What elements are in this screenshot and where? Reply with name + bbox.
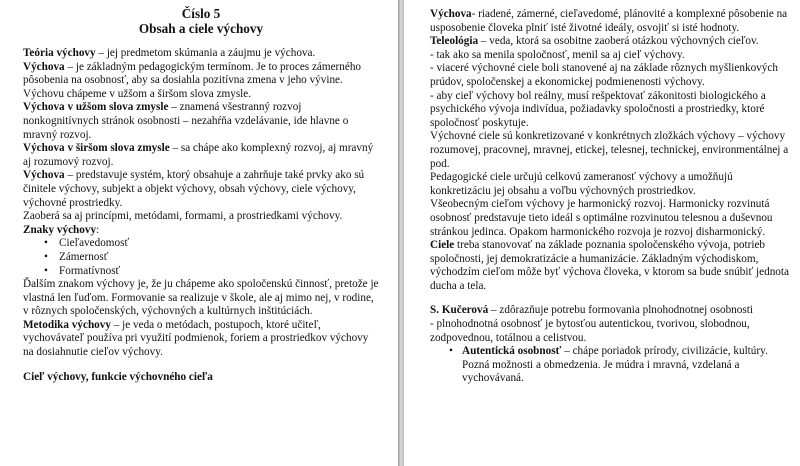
dash-item-2: - viaceré výchovné ciele boli stanovené aj na základe rôznych myšlienkových prúdov, spoločenskej a ekonomickej podmienenosti výchovy. bbox=[430, 62, 778, 88]
list-item: • Cieľavedomosť bbox=[23, 237, 379, 251]
term-kucerova: S. Kučerová bbox=[430, 304, 489, 317]
paragraph-vychova-definition bbox=[23, 61, 379, 102]
term-sirsi-zmysel: Výchova v širšom slova zmysle bbox=[23, 142, 170, 155]
paragraph-vseobecny-ciel: Všeobecným cieľom výchovy je harmonický rozvoj. Harmonicky rozvinutá osobnosť predstavuje tieto ideál s optimálne rozvinutou telesnou a duševnou stránkou jedinca. Opakom harmonického rozvoja je rozvoj disharmonický. bbox=[430, 198, 773, 238]
left-page bbox=[0, 0, 398, 466]
chapter-number: Číslo 5 bbox=[181, 6, 221, 21]
paragraph-vychova-system bbox=[23, 169, 379, 210]
text-vychova-definition: – je základným pedagogickým termínom. Je to proces zámerného pôsobenia na osobnosť, aby sa dosiahla pozitívna zmena v jeho vývine. Výchovu chápeme v užšom a širšom slova zmysle. bbox=[23, 60, 362, 100]
list-item bbox=[430, 345, 790, 386]
list-item: • Formatívnosť bbox=[23, 265, 379, 279]
text-sirsi-zmysel: – sa chápe ako komplexný rozvoj, aj mravný aj rozumový rozvoj. bbox=[23, 142, 374, 168]
paragraph-sirsi-zmysel bbox=[23, 142, 379, 169]
term-teleologia: Teleológia bbox=[430, 35, 479, 48]
term-metodika: Metodika výchovy bbox=[23, 318, 111, 331]
osobnost-list bbox=[430, 345, 790, 386]
paragraph-teleologia bbox=[430, 35, 790, 49]
text-teoria: – jej predmetom skúmania a záujmu je výchova. bbox=[95, 47, 316, 59]
term-autenticka: Autentická osobnosť bbox=[462, 345, 562, 358]
left-page-content bbox=[23, 6, 379, 384]
list-item: • Zámernosť bbox=[23, 251, 379, 265]
section-heading-ciel: Cieľ výchovy, funkcie výchovného cieľa bbox=[23, 370, 213, 383]
spacer bbox=[430, 293, 790, 304]
znaky-colon: : bbox=[96, 223, 100, 236]
chapter-title: Obsah a ciele výchovy bbox=[138, 21, 264, 36]
dash-item-3: - aby cieľ výchovy bol reálny, musí rešpektovať zákonitosti biologického a psychického vývoja indivídua, požiadavky spoločnosti a prostriedky, ktoré spoločnosť poskytuje. bbox=[430, 89, 766, 129]
paragraph-kucerova bbox=[430, 304, 790, 318]
dash-item-1: - tak ako sa menila spoločnosť, menil sa aj cieľ výchovy. bbox=[430, 48, 685, 61]
paragraph-znaky bbox=[23, 224, 379, 238]
text-vychova-ciel: - riadené, zámerné, cieľavedomé, plánovité a komplexné pôsobenie na usposobenie človeka plniť isté životné ideály, osvojiť si isté hodnoty. bbox=[430, 8, 788, 34]
text-kucerova: – zdôrazňuje potrebu formovania plnohodnotnej osobnosti bbox=[488, 304, 753, 317]
term-vychova: Výchova bbox=[23, 60, 65, 73]
paragraph-uzsi-zmysel bbox=[23, 101, 379, 142]
term-teoria: Teória výchovy bbox=[23, 47, 96, 59]
text-uzsi-zmysel: – znamená všestranný rozvoj nonkognitívnych stránok osobnosti – nezahŕňa vzdelávanie, ide hlavne o mravný rozvoj. bbox=[23, 101, 349, 141]
text-vychova-system: – predstavuje systém, ktorý obsahuje a zahrňuje také prvky ako sú činitele výchovy, subjekt a objekt výchovy, obsah výchovy, ciele výchovy, výchovné prostriedky. bbox=[23, 169, 365, 209]
paragraph-ciele bbox=[430, 239, 790, 293]
text-metodika: – je veda o metódach, postupoch, ktoré učiteľ, vychovávateľ používa pri využití podmienok, foriem a prostriedkov výchovy na dosiahnutie cieľov výchovy. bbox=[23, 318, 369, 359]
term-ciele: Ciele bbox=[430, 239, 455, 252]
paragraph-vychova-ciel bbox=[430, 8, 790, 35]
text-teleologia: – veda, ktorá sa osobitne zaoberá otázkou výchovných cieľov. bbox=[478, 35, 759, 48]
paragraph-dalsi-znak: Ďalším znakom výchovy je, že ju chápeme ako spoločenskú činnosť, pretože je vlastná len ľuďom. Formovanie sa realizuje v škole, ale aj mimo nej, v rodine, v rôznych spoločenských, výchovných a kultúrnych inštitúciách. bbox=[23, 278, 379, 318]
term-vychova-system: Výchova bbox=[23, 169, 65, 182]
paragraph-teoria bbox=[23, 47, 379, 61]
paragraph-zaobera: Zaoberá sa aj princípmi, metódami, formami, a prostriedkami výchovy. bbox=[23, 210, 343, 223]
paragraph-konkretizacia: Výchovné ciele sú konkretizované v konkrétnych zložkách výchovy – výchovy rozumovej, pracovnej, mravnej, etickej, telesnej, technickej, environmentálnej a pod. bbox=[430, 130, 789, 170]
term-vychova: Výchova bbox=[430, 8, 472, 20]
paragraph-metodika bbox=[23, 319, 379, 360]
spacer bbox=[23, 360, 379, 371]
text-ciele: treba stanovovať na základe poznania spoločenského vývoja, potrieb spoločnosti, jej demokratizácie a humanizácie. Základným východiskom, východzím cieľom môže byť výchova človeka, v ktorom sa bude snúbiť jednota ducha a tela. bbox=[430, 239, 789, 292]
paragraph-pedagogicke-ciele: Pedagogické ciele určujú celkovú zameranosť výchovy a umožňujú konkretizáciu jej obsahu a voľbu výchovných prostriedkov. bbox=[430, 171, 733, 197]
right-page bbox=[404, 0, 800, 466]
spacer bbox=[23, 36, 379, 47]
right-page-content bbox=[430, 8, 790, 386]
znaky-list bbox=[23, 237, 379, 278]
term-uzsi-zmysel: Výchova v užšom slova zmysle bbox=[23, 101, 169, 114]
paragraph-plnohodnotna: - plnohodnotná osobnosť je bytosťou autentickou, tvorivou, slobodnou, zodpovednou, totálnou a celistvou. bbox=[430, 318, 750, 344]
term-znaky: Znaky výchovy bbox=[23, 223, 97, 236]
text-autenticka: – chápe poriadok prírody, civilizácie, kultúry. Pozná možnosti a obmedzenia. Je múdra i mravná, vzdelaná a vychovávaná. bbox=[462, 345, 768, 385]
